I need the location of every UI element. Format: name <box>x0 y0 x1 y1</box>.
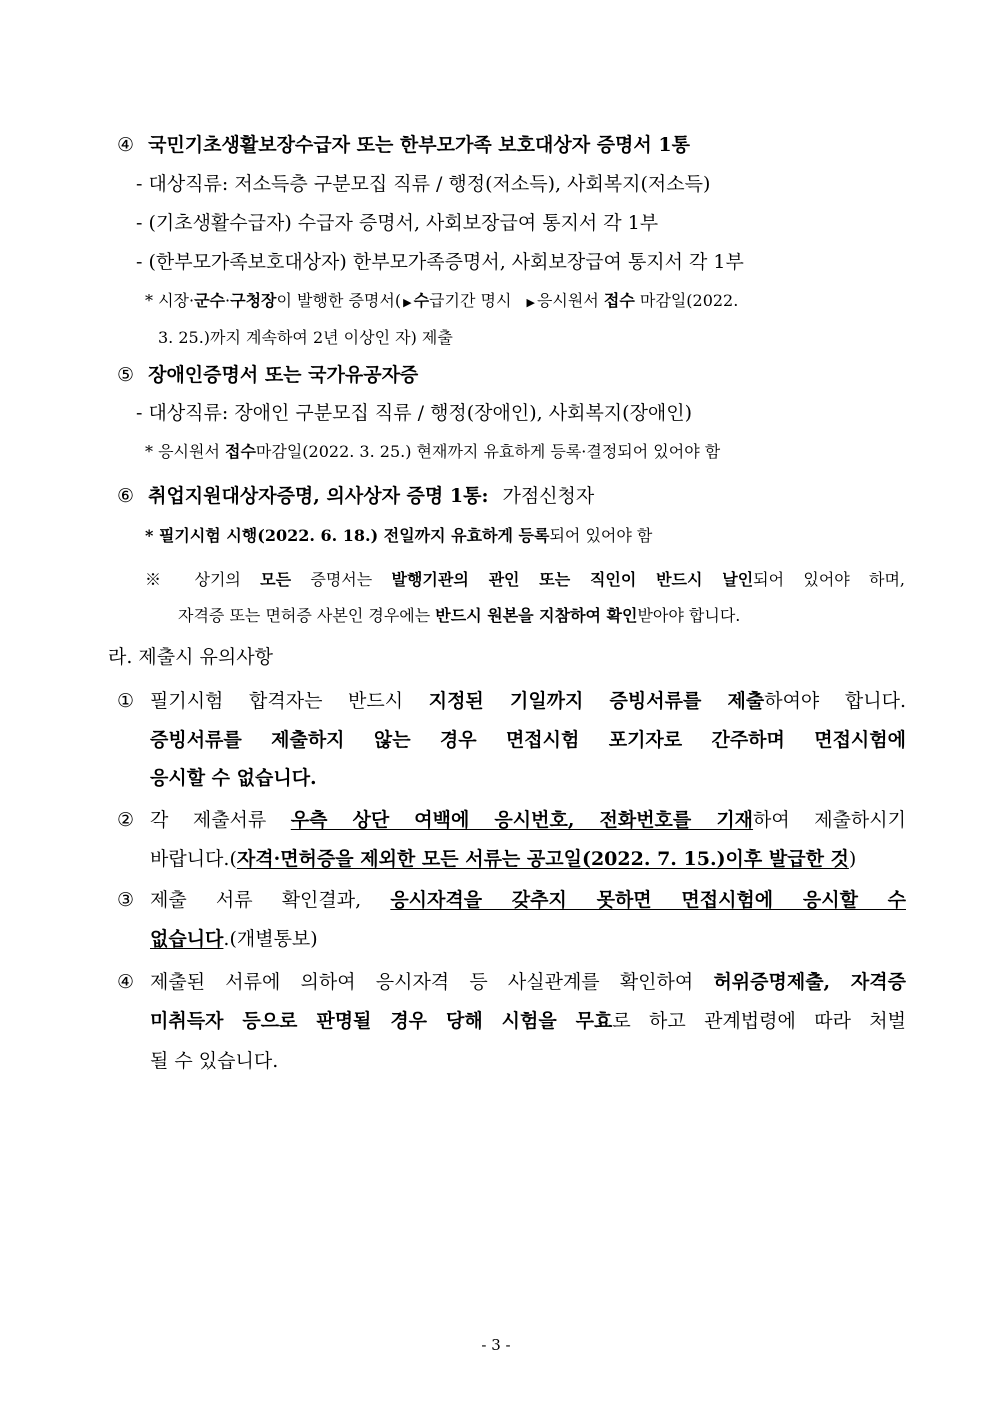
point-2-text-a: 각 제출서류 <box>150 809 291 831</box>
warning-bold-2b: 반드시 원본을 지참하여 확인 <box>435 606 638 625</box>
point-2-text-2c: ) <box>848 848 857 870</box>
point-1-bold-b: 지정된 기일까지 증빙서류를 제출 <box>428 690 765 712</box>
point-3-line-2 <box>150 927 318 951</box>
point-3-bold-underline-b: 응시자격을 갖추지 못하면 면접시험에 응시할 수 <box>390 889 906 911</box>
warning-text-c: 증명서는 <box>291 570 392 589</box>
section-d-title: 라. 제출시 유의사항 <box>108 646 273 668</box>
item-4-note-bold-b: 군수 <box>194 291 226 310</box>
point-2-bold-underline-2b: 자격·면허증을 제외한 모든 서류는 공고일(2022. 7. 15.)이후 발급한 것 <box>236 848 849 870</box>
page-number: - 3 - <box>481 1336 511 1354</box>
item-4-bullet-1: - 대상직류: 저소득층 구분모집 직류 / 행정(저소득), 사회복지(저소득) <box>136 173 711 195</box>
warning-bold-b: 모든 <box>260 570 292 589</box>
point-3-bold-underline-2a: 없습니다 <box>150 928 224 950</box>
item-5-note-bold-b: 접수 <box>225 442 256 461</box>
item-4-note-text-g: 급기간 명시 <box>429 291 512 310</box>
point-1-marker: ① <box>117 690 135 712</box>
point-1-text-c: 하여야 합니다. <box>764 690 906 712</box>
point-1-line-3: 응시할 수 없습니다. <box>150 767 317 789</box>
item-5-note-text-c: 마감일(2022. 3. 25.) 현재까지 유효하게 등록·결정되어 있어야 함 <box>255 442 721 461</box>
item-6-heading: 취업지원대상자증명, 의사상자 증명 1통: <box>148 485 489 507</box>
triangle-right-icon: ▶ <box>526 296 535 309</box>
point-4-line-2 <box>150 1009 906 1033</box>
item-5-title <box>117 363 418 387</box>
item-4-note-continued: 3. 25.)까지 계속하여 2년 이상인 자) 제출 <box>158 328 453 347</box>
point-4-line-1 <box>150 970 906 994</box>
point-2-text-c: 하여 제출하시기 <box>753 809 906 831</box>
point-4-line-3: 될 수 있습니다. <box>150 1050 279 1072</box>
item-6-title <box>117 484 594 508</box>
item-4-note-text-h: 응시원서 <box>536 291 599 310</box>
point-3-text-a: 제출 서류 확인결과, <box>150 889 391 911</box>
item-5-note-text-a: * 응시원서 <box>145 442 225 461</box>
item-6-note-bold-b: 등록 <box>518 526 550 545</box>
item-4-note-text-e: 이 발행한 증명서( <box>276 291 402 310</box>
point-4-bold-b: 허위증명제출, 자격증 <box>713 971 906 993</box>
item-6-note-bold-a: * 필기시험 시행(2022. 6. 18.) 전일까지 유효하게 <box>145 526 519 545</box>
item-4-marker: ④ <box>117 134 135 156</box>
item-6-marker: ⑥ <box>117 485 135 507</box>
item-4-title <box>117 133 690 157</box>
point-3-marker: ③ <box>117 889 135 911</box>
point-1-line-1 <box>150 689 906 713</box>
item-4-note <box>145 289 738 315</box>
warning-text-2a: 자격증 또는 면허증 사본인 경우에는 <box>178 606 436 625</box>
warning-line-2 <box>178 604 740 628</box>
warning-text-e: 되어 있어야 하며, <box>753 570 906 589</box>
item-5-heading: 장애인증명서 또는 국가유공자증 <box>148 364 419 386</box>
point-4-bold-2a: 미취득자 등으로 판명될 경우 당해 시험을 무효 <box>150 1010 613 1032</box>
warning-text-2c: 받아야 합니다. <box>637 606 741 625</box>
point-3-text-2b: .(개별통보) <box>223 928 318 950</box>
point-3-line-1 <box>150 888 906 912</box>
warning-bold-d: 발행기관의 관인 또는 직인이 반드시 날인 <box>391 570 754 589</box>
point-1-line-2: 증빙서류를 제출하지 않는 경우 면접시험 포기자로 간주하며 면접시험에 <box>150 729 906 751</box>
item-5-marker: ⑤ <box>117 364 135 386</box>
triangle-right-icon: ▶ <box>403 296 412 309</box>
item-6-suffix: 가점신청자 <box>502 485 595 507</box>
item-6-note <box>145 524 652 548</box>
item-4-note-text-a: * 시장· <box>145 291 195 310</box>
item-4-note-bold-f: 수 <box>413 291 430 310</box>
item-5-note <box>145 440 720 464</box>
item-4-note-text-c: · <box>225 291 231 310</box>
item-4-note-bold-d: 구청장 <box>230 291 277 310</box>
point-4-marker: ④ <box>117 971 135 993</box>
point-4-text-2b: 로 하고 관계법령에 따라 처벌 <box>612 1010 906 1032</box>
item-6-note-text-c: 되어 있어야 함 <box>549 526 653 545</box>
item-4-note-bold-i: 접수 <box>603 291 635 310</box>
item-4-note-text-j: 마감일(2022. <box>639 291 739 310</box>
item-4-bullet-2: - (기초생활수급자) 수급자 증명서, 사회보장급여 통지서 각 1부 <box>136 212 659 234</box>
item-5-bullet-1: - 대상직류: 장애인 구분모집 직류 / 행정(장애인), 사회복지(장애인) <box>136 402 693 424</box>
point-2-text-2a: 바랍니다.( <box>150 848 237 870</box>
point-1-text-a: 필기시험 합격자는 반드시 <box>150 690 429 712</box>
point-4-text-a: 제출된 서류에 의하여 응시자격 등 사실관계를 확인하여 <box>150 971 714 993</box>
point-2-line-1 <box>150 808 906 832</box>
warning-line-1 <box>145 568 905 592</box>
item-4-heading: 국민기초생활보장수급자 또는 한부모가족 보호대상자 증명서 1통 <box>148 134 690 156</box>
warning-text-a: ※ 상기의 <box>145 570 261 589</box>
point-2-bold-underline-b: 우측 상단 여백에 응시번호, 전화번호를 기재 <box>290 809 754 831</box>
item-4-bullet-3: - (한부모가족보호대상자) 한부모가족증명서, 사회보장급여 통지서 각 1부 <box>136 251 744 273</box>
point-2-line-2 <box>150 847 856 871</box>
point-2-marker: ② <box>117 809 135 831</box>
